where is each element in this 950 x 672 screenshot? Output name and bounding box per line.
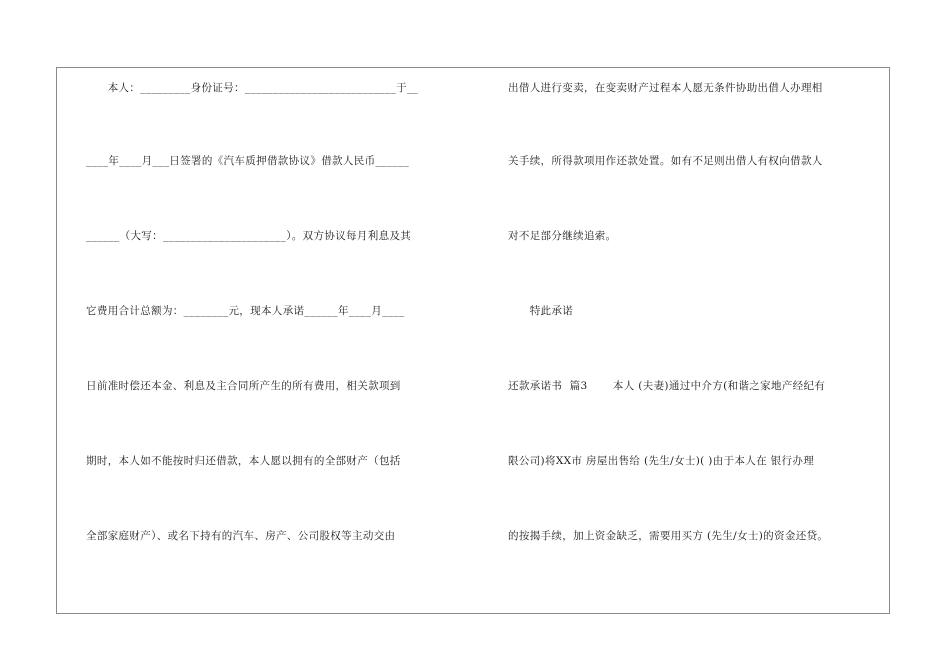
text-line: 期时，本人如不能按时归还借款，本人愿以拥有的全部财产（包括 <box>86 455 401 467</box>
text-line: 特此承诺 <box>508 305 574 317</box>
text-line: 本人：_________身份证号：___________________________于__ <box>86 82 419 94</box>
text-line: ______（大写：______________________）。双方协议每月利息及其 <box>86 230 412 242</box>
text-line: 它费用合计总额为：________元，现本人承诺______年____月____ <box>86 305 405 317</box>
text-line: 还款承诺书 篇3 本人 (夫妻)通过中介方(和谐之家地产经纪有 <box>508 380 826 392</box>
text-line: 日前准时偿还本金、利息及主合同所产生的所有费用，相关款项到 <box>86 380 401 392</box>
text-line: 全部家庭财产）、或名下持有的汽车、房产、公司股权等主动交由 <box>86 530 396 542</box>
text-line: 关手续，所得款项用作还款处置。如有不足则出借人有权向借款人 <box>508 155 823 167</box>
text-line: 出借人进行变卖，在变卖财产过程本人愿无条件协助出借人办理相 <box>508 82 823 94</box>
text-line: 限公司)将XX市 房屋出售给 (先生/女士)( )由于本人在 银行办理 <box>508 455 815 467</box>
text-line: ____年____月___日签署的《汽车质押借款协议》借款人民币______ <box>86 155 410 167</box>
text-line: 的按揭手续，加上资金缺乏，需要用买方 (先生/女士)的资金还贷。 <box>508 530 829 542</box>
text-line: 对不足部分继续追索。 <box>508 230 617 242</box>
